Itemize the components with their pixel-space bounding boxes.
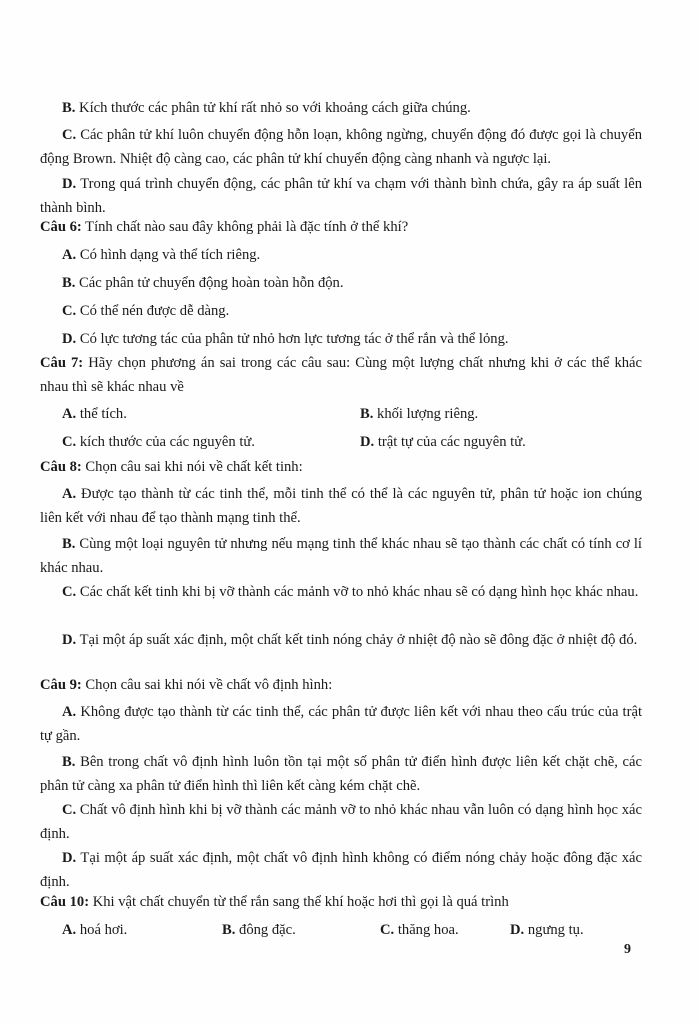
- q8-option-a: A. Được tạo thành từ các tinh thể, mỗi tinh thể có thể là các nguyên tử, phân tử hoặc ion chúng liên kết với nhau để tạo thành mạng tinh thể.: [40, 486, 642, 526]
- q10-option-d: D. ngưng tụ.: [510, 922, 584, 938]
- q7-option-b: B. khối lượng riêng.: [360, 406, 479, 422]
- q5-option-d: D. Trong quá trình chuyển động, các phân tử khí va chạm với thành bình chứa, gây ra áp suất lên thành bình.: [40, 176, 642, 216]
- q7-stem: Câu 7: Hãy chọn phương án sai trong các câu sau: Cùng một lượng chất nhưng khi ở các thể khác nhau thì sẽ khác nhau về: [40, 355, 642, 395]
- page-number: 9: [624, 942, 631, 957]
- q5-option-b: B. Kích thước các phân tử khí rất nhỏ so với khoảng cách giữa chúng.: [62, 100, 471, 116]
- q8-option-c: C. Các chất kết tinh khi bị vỡ thành các mảnh vỡ to nhỏ khác nhau sẽ có dạng hình học khác nhau.: [62, 584, 639, 600]
- q9-stem: Câu 9: Chọn câu sai khi nói về chất vô định hình:: [40, 677, 333, 693]
- q6-option-a: A. Có hình dạng và thể tích riêng.: [62, 247, 261, 263]
- q9-option-c: C. Chất vô định hình khi bị vỡ thành các mảnh vỡ to nhỏ khác nhau vẫn luôn có dạng hình học xác định.: [40, 802, 642, 842]
- q10-option-c: C. thăng hoa.: [380, 922, 459, 938]
- q6-option-c: C. Có thể nén được dễ dàng.: [62, 303, 230, 319]
- q10-option-b: B. đông đặc.: [222, 922, 296, 938]
- q7-option-a: A. thể tích.: [62, 406, 127, 422]
- q8-stem: Câu 8: Chọn câu sai khi nói về chất kết tinh:: [40, 459, 303, 475]
- q9-option-a: A. Không được tạo thành từ các tinh thể, các phân tử được liên kết với nhau theo cấu trúc của trật tự gần.: [40, 704, 642, 744]
- q7-option-c: C. kích thước của các nguyên tử.: [62, 434, 255, 450]
- q6-option-b: B. Các phân tử chuyển động hoàn toàn hỗn độn.: [62, 275, 344, 291]
- q6-option-d: D. Có lực tương tác của phân tử nhỏ hơn lực tương tác ở thể rắn và thể lỏng.: [62, 331, 509, 347]
- q9-option-d: D. Tại một áp suất xác định, một chất vô định hình không có điểm nóng chảy hoặc đông đặc xác định.: [40, 850, 642, 890]
- q10-option-a: A. hoá hơi.: [62, 922, 128, 938]
- q9-option-b: B. Bên trong chất vô định hình luôn tồn tại một số phân tử điển hình được liên kết chặt chẽ, các phân tử càng xa phân tử điển hình thì liên kết càng kém chặt chẽ.: [40, 754, 642, 794]
- q10-stem: Câu 10: Khi vật chất chuyển từ thể rắn sang thể khí hoặc hơi thì gọi là quá trình: [40, 894, 509, 910]
- q8-option-b: B. Cùng một loại nguyên tử nhưng nếu mạng tinh thể khác nhau sẽ tạo thành các chất có tính cơ lí khác nhau.: [40, 536, 642, 576]
- q7-option-d: D. trật tự của các nguyên tử.: [360, 434, 526, 450]
- q5-option-c: C. Các phân tử khí luôn chuyển động hỗn loạn, không ngừng, chuyển động đó được gọi là chuyển động Brown. Nhiệt độ càng cao, các phân tử khí chuyển động càng nhanh và ngược lại.: [40, 127, 642, 167]
- q8-option-d: D. Tại một áp suất xác định, một chất kết tinh nóng chảy ở nhiệt độ nào sẽ đông đặc ở nhiệt độ đó.: [62, 632, 638, 648]
- q6-stem: Câu 6: Tính chất nào sau đây không phải là đặc tính ở thể khí?: [40, 219, 409, 235]
